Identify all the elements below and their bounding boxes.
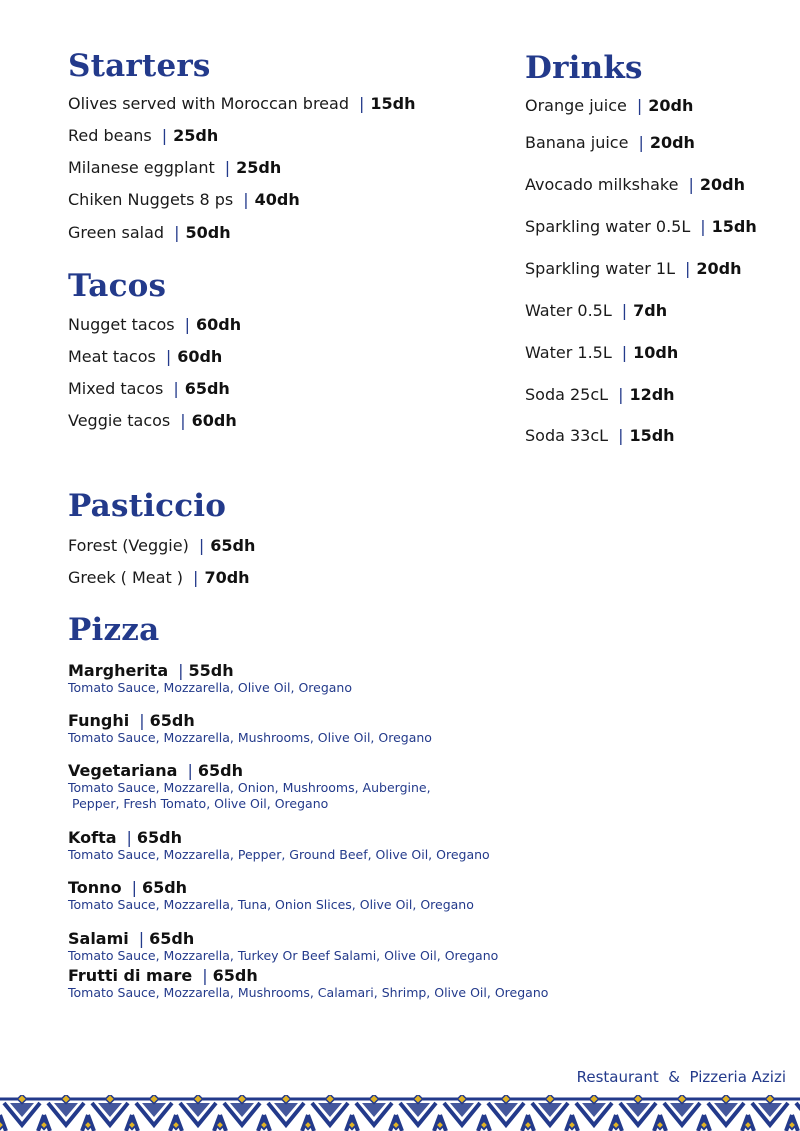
item-price: 7dh — [633, 301, 668, 320]
menu-item — [525, 175, 745, 195]
item-name: Milanese eggplant — [68, 158, 215, 177]
price-separator: | — [636, 96, 643, 115]
price-separator: | — [638, 133, 644, 152]
item-price: 60dh — [191, 411, 237, 430]
price-separator: | — [161, 126, 168, 145]
item-price: 50dh — [185, 223, 231, 242]
pizza-name: Funghi — [68, 711, 130, 730]
price-separator: | — [131, 878, 137, 897]
item-name: Banana juice — [525, 133, 629, 152]
pizza-ingredients: Tomato Sauce, Mozzarella, Tuna, Onion Slices, Olive Oil, Oregano — [68, 897, 474, 912]
pizza-title: Pizza — [68, 612, 160, 648]
menu-item — [68, 190, 300, 210]
item-price: 60dh — [177, 347, 223, 366]
price-separator: | — [224, 158, 231, 177]
item-name: Sparkling water 1L — [525, 259, 675, 278]
item-price: 20dh — [648, 96, 694, 115]
pizza-price: 65dh — [197, 761, 243, 780]
price-separator: | — [198, 536, 205, 555]
menu-item — [68, 347, 222, 367]
menu-item — [68, 126, 218, 146]
item-price: 20dh — [696, 259, 742, 278]
item-price: 40dh — [254, 190, 300, 209]
price-separator: | — [174, 223, 180, 242]
item-price: 15dh — [370, 94, 416, 113]
price-separator: | — [621, 343, 628, 362]
item-price: 25dh — [173, 126, 219, 145]
pizza-name: Salami — [68, 929, 129, 948]
item-name: Forest (Veggie) — [68, 536, 189, 555]
item-price: 15dh — [711, 217, 757, 236]
pizza-ingredients: Tomato Sauce, Mozzarella, Mushrooms, Calamari, Shrimp, Olive Oil, Oregano — [68, 985, 549, 1000]
pizza-name: Vegetariana — [68, 761, 178, 780]
starters-title: Starters — [68, 48, 211, 84]
pizza-price: 65dh — [212, 966, 258, 985]
price-separator: | — [187, 761, 193, 780]
item-price: 65dh — [210, 536, 256, 555]
menu-item — [525, 96, 693, 116]
item-price: 12dh — [629, 385, 675, 404]
pasticcio-title: Pasticcio — [68, 488, 227, 524]
item-price: 70dh — [204, 568, 250, 587]
pizza-item — [68, 828, 490, 863]
pizza-item — [68, 711, 432, 746]
pizza-item — [68, 966, 548, 1001]
item-name: Avocado milkshake — [525, 175, 679, 194]
price-separator: | — [358, 94, 365, 113]
price-separator: | — [618, 385, 624, 404]
price-separator: | — [621, 301, 628, 320]
price-separator: | — [688, 175, 694, 194]
item-name: Meat tacos — [68, 347, 156, 366]
menu-item — [68, 158, 281, 178]
item-price: 10dh — [633, 343, 679, 362]
price-separator: | — [685, 259, 691, 278]
item-price: 25dh — [236, 158, 282, 177]
pizza-name: Tonno — [68, 878, 122, 897]
pizza-ingredients: Tomato Sauce, Mozzarella, Turkey Or Beef Salami, Olive Oil, Oregano — [68, 948, 499, 963]
pizza-price: 65dh — [149, 929, 195, 948]
pizza-name: Margherita — [68, 661, 169, 680]
menu-item — [525, 301, 667, 321]
menu-item — [68, 315, 241, 335]
pizza-ingredients: Tomato Sauce, Mozzarella, Mushrooms, Olive Oil, Oregano — [68, 730, 432, 745]
menu-item — [525, 259, 742, 279]
price-separator: | — [700, 217, 706, 236]
item-name: Olives served with Moroccan bread — [68, 94, 349, 113]
menu-item — [525, 385, 675, 405]
item-name: Mixed tacos — [68, 379, 164, 398]
menu-item — [525, 217, 757, 237]
item-price: 20dh — [699, 175, 745, 194]
pizza-price: 65dh — [149, 711, 195, 730]
item-name: Green salad — [68, 223, 165, 242]
menu-item — [525, 343, 678, 363]
pizza-price: 65dh — [136, 828, 183, 847]
pizza-item — [68, 929, 498, 964]
price-separator: | — [173, 379, 179, 398]
item-name: Water 1.5L — [525, 343, 612, 362]
item-name: Chiken Nuggets 8 ps — [68, 190, 234, 209]
menu-item — [525, 426, 675, 446]
pizza-ingredients: Tomato Sauce, Mozzarella, Onion, Mushrooms, Aubergine, — [68, 780, 431, 795]
item-price: 65dh — [184, 379, 230, 398]
pizza-item — [68, 878, 474, 913]
item-name: Soda 25cL — [525, 385, 609, 404]
item-name: Soda 33cL — [525, 426, 609, 445]
menu-item — [68, 536, 255, 556]
price-separator: | — [138, 929, 145, 948]
item-name: Water 0.5L — [525, 301, 612, 320]
item-name: Sparkling water 0.5L — [525, 217, 691, 236]
pizza-name: Kofta — [68, 828, 117, 847]
price-separator: | — [618, 426, 624, 445]
menu-item — [68, 411, 237, 431]
menu-item — [68, 94, 415, 114]
item-price: 20dh — [649, 133, 695, 152]
item-name: Veggie tacos — [68, 411, 171, 430]
price-separator: | — [243, 190, 249, 209]
price-separator: | — [180, 411, 186, 430]
pizza-price: 65dh — [141, 878, 188, 897]
item-name: Greek ( Meat ) — [68, 568, 184, 587]
pizza-price: 55dh — [188, 661, 234, 680]
price-separator: | — [202, 966, 208, 985]
item-name: Orange juice — [525, 96, 627, 115]
price-separator: | — [165, 347, 172, 366]
pizza-ingredients-cont: Pepper, Fresh Tomato, Olive Oil, Oregano — [68, 796, 329, 811]
price-separator: | — [178, 661, 184, 680]
menu-item — [68, 568, 250, 588]
pizza-ingredients: Tomato Sauce, Mozzarella, Pepper, Ground Beef, Olive Oil, Oregano — [68, 847, 490, 862]
menu-item — [525, 133, 695, 153]
drinks-title: Drinks — [525, 50, 643, 86]
pizza-item — [68, 761, 431, 812]
item-name: Nugget tacos — [68, 315, 175, 334]
menu-item — [68, 379, 230, 399]
price-separator: | — [193, 568, 199, 587]
zellige-tile-border-icon — [0, 1095, 800, 1131]
item-price: 60dh — [196, 315, 242, 334]
pizza-ingredients: Tomato Sauce, Mozzarella, Olive Oil, Oregano — [68, 680, 353, 695]
price-separator: | — [184, 315, 191, 334]
price-separator: | — [126, 828, 132, 847]
tacos-title: Tacos — [68, 268, 167, 304]
pizza-item — [68, 661, 352, 696]
item-name: Red beans — [68, 126, 152, 145]
menu-item — [68, 223, 231, 243]
restaurant-name: Restaurant & Pizzeria Azizi — [576, 1068, 786, 1086]
pizza-name: Frutti di mare — [68, 966, 193, 985]
item-price: 15dh — [629, 426, 675, 445]
price-separator: | — [139, 711, 145, 730]
